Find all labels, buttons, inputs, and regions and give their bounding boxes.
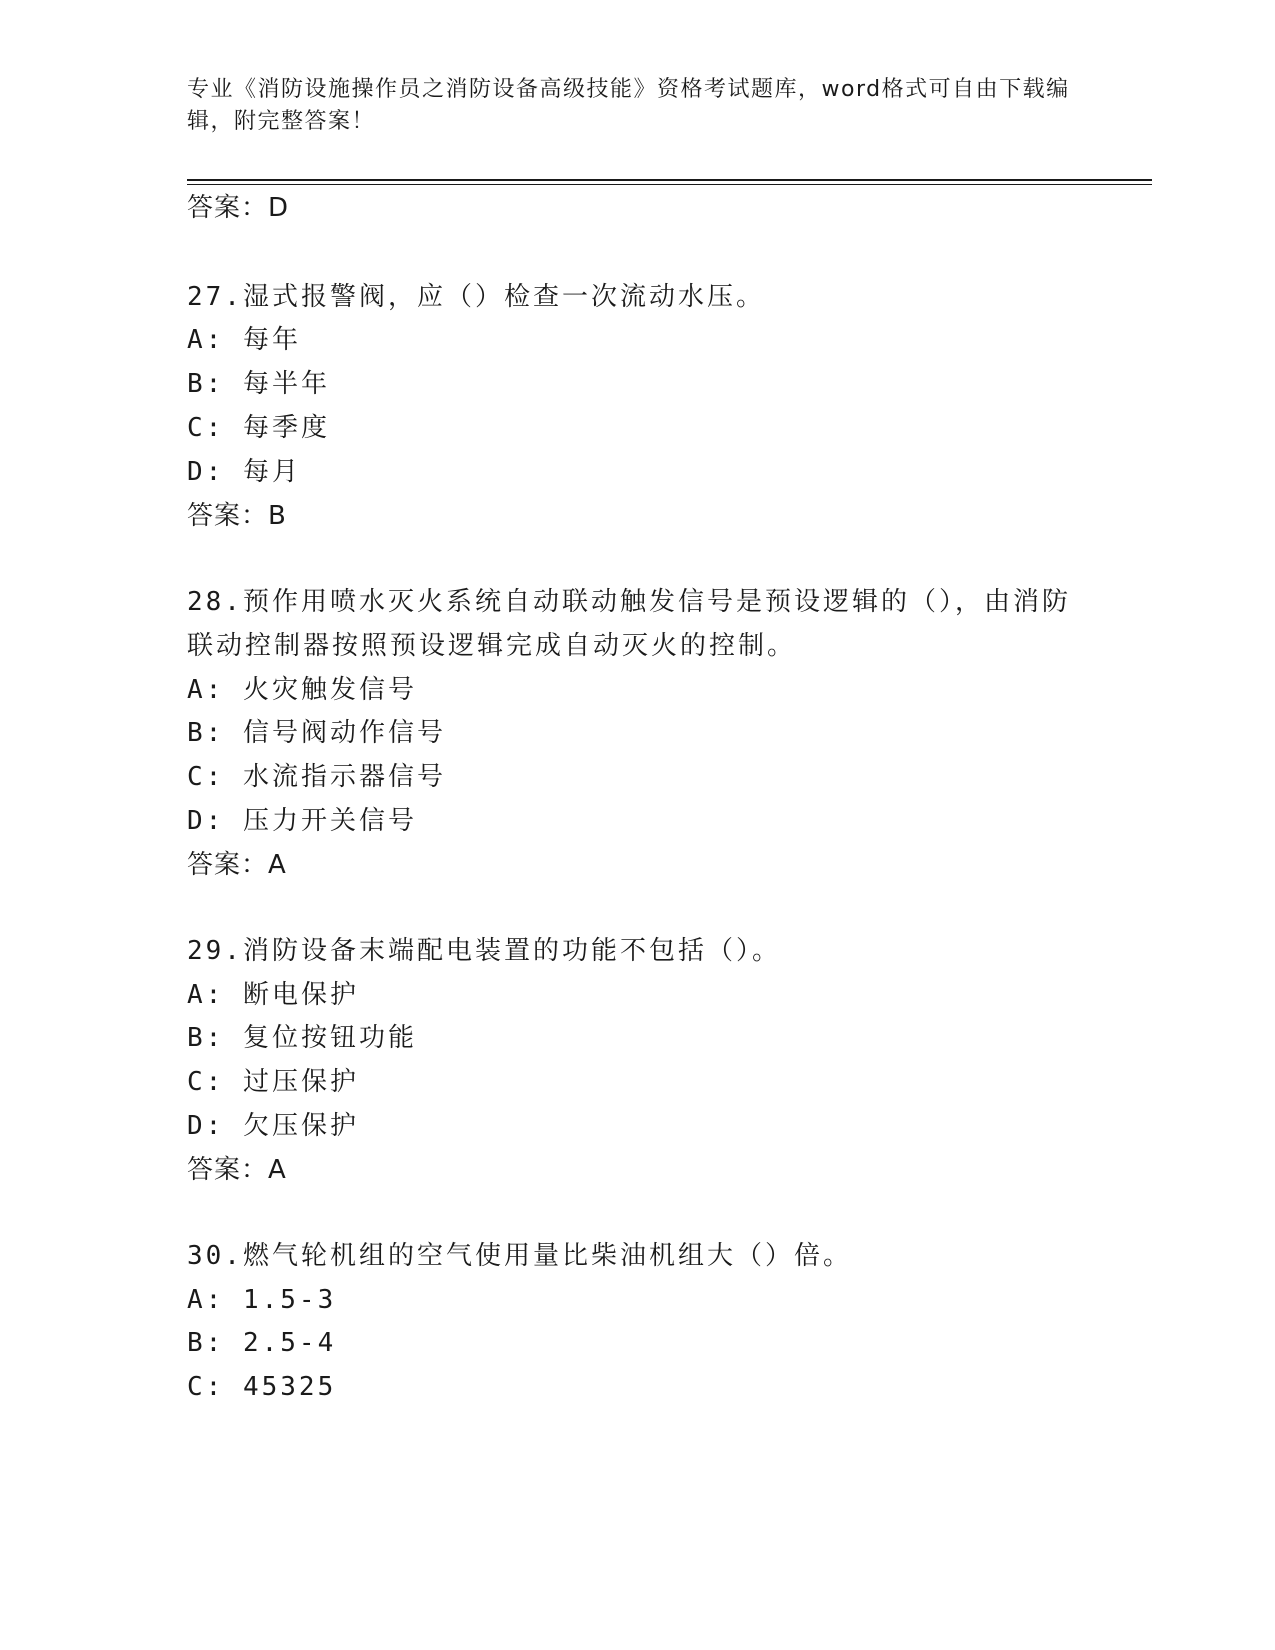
question-30-stem: 30.燃气轮机组的空气使用量比柴油机组大（）倍。: [187, 1241, 852, 1271]
question-29-option-d: D: 欠压保护: [187, 1111, 359, 1141]
question-29-stem: 29.消防设备末端配电装置的功能不包括（）。: [187, 936, 781, 966]
question-28-option-a: A: 火灾触发信号: [187, 675, 417, 705]
document-header: 专业《消防设施操作员之消防设备高级技能》资格考试题库，word格式可自由下载编辑，附完整答案！: [187, 77, 1070, 134]
question-27-option-a: A: 每年: [187, 325, 301, 355]
question-29-option-c: C: 过压保护: [187, 1067, 359, 1097]
question-28-option-c: C: 水流指示器信号: [187, 762, 446, 792]
question-28-stem-line2: 联动控制器按照预设逻辑完成自动灭火的控制。: [187, 631, 797, 661]
answer-28: 答案：A: [187, 850, 287, 880]
question-27-option-b: B: 每半年: [187, 369, 330, 399]
question-29-option-a: A: 断电保护: [187, 980, 359, 1010]
question-28-option-d: D: 压力开关信号: [187, 806, 417, 836]
question-29-option-b: B: 复位按钮功能: [187, 1023, 417, 1053]
question-27-option-d: D: 每月: [187, 457, 301, 487]
answer-26: 答案：D: [187, 193, 290, 223]
question-27-option-c: C: 每季度: [187, 413, 330, 443]
question-30-option-b: B: 2.5-4: [187, 1328, 337, 1358]
question-30-option-a: A: 1.5-3: [187, 1285, 337, 1315]
question-27-stem: 27.湿式报警阀，应（）检查一次流动水压。: [187, 282, 765, 312]
answer-29: 答案：A: [187, 1155, 287, 1185]
question-30-option-c: C: 45325: [187, 1372, 337, 1402]
answer-27: 答案：B: [187, 501, 287, 531]
question-28-stem-line1: 28.预作用喷水灭火系统自动联动触发信号是预设逻辑的（），由消防: [187, 587, 1071, 617]
question-28-option-b: B: 信号阀动作信号: [187, 718, 446, 748]
header-rule-thin: [187, 184, 1152, 185]
header-rule-thick: [187, 179, 1152, 181]
